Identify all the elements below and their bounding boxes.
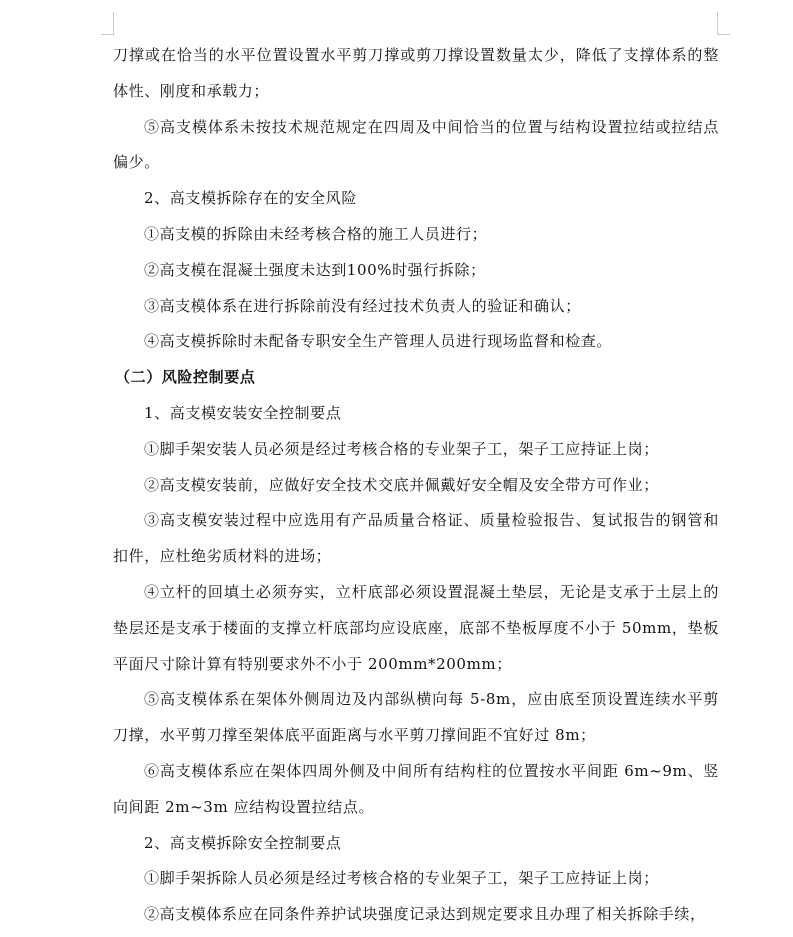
paragraph-installation-control-3: ③高支模安装过程中应选用有产品质量合格证、质量检验报告、复试报告的钢管和扣件，应杜绝劣质材料的进场； [113,511,719,566]
paragraph-dismantling-control-1: ①脚手架拆除人员必须是经过考核合格的专业架子工，架子工应持证上岗； [144,869,659,888]
paragraph-dismantling-control-2: ②高支模体系应在同条件养护试块强度记录达到规定要求且办理了相关拆除手续， [144,905,706,924]
margin-mark-top-right [717,12,730,35]
paragraph-installation-control-2: ②高支模安装前，应做好安全技术交底并佩戴好安全帽及安全带方可作业； [144,475,659,494]
paragraph-dismantling-risk-3: ③高支模体系在进行拆除前没有经过技术负责人的验证和确认； [144,296,581,315]
subheading-installation-control: 1、高支模安装安全控制要点 [144,403,342,422]
subheading-dismantling-control: 2、高支模拆除安全控制要点 [144,833,342,852]
section-heading-risk-control: （二）风险控制要点 [115,368,256,387]
paragraph-installation-control-5: ⑤高支模体系在架体外侧周边及内部纵横向每 5-8m，应由底至顶设置连续水平剪刀撑，水平剪刀撑至架体底平面距离与水平剪刀撑间距不宜好过 8m； [113,690,719,745]
paragraph-risk-item-5: ⑤高支模体系未按技术规范规定在四周及中间恰当的位置与结构设置拉结或拉结点偏少。 [113,117,719,172]
document-body [113,38,719,933]
margin-mark-top-left [101,12,114,35]
paragraph-dismantling-risk-1: ①高支模的拆除由未经考核合格的施工人员进行； [144,224,488,243]
paragraph-installation-control-6: ⑥高支模体系应在架体四周外侧及中间所有结构柱的位置按水平间距 6m~9m、竖向间距 2m~3m 应结构设置拉结点。 [113,761,719,816]
paragraph-installation-control-1: ①脚手架安装人员必须是经过考核合格的专业架子工，架子工应持证上岗； [144,439,659,458]
paragraph-dismantling-risk-2: ②高支模在混凝土强度未达到100%时强行拆除； [144,260,486,279]
paragraph-installation-control-4: ④立杆的回填土必须夯实，立杆底部必须设置混凝土垫层，无论是支承于土层上的垫层还是支承于楼面的支撑立杆底部均应设底座，底部不垫板厚度不小于 50mm，垫板平面尺寸除计算有特别要求外不小于 200mm*200mm； [113,582,719,673]
paragraph-dismantling-risk-4: ④高支模拆除时未配备专职安全生产管理人员进行现场监督和检查。 [144,332,613,351]
paragraph-continuation: 刀撑或在恰当的水平位置设置水平剪刀撑或剪刀撑设置数量太少，降低了支撑体系的整体性、刚度和承载力； [113,46,719,100]
subheading-dismantling-risks: 2、高支模拆除存在的安全风险 [144,189,357,208]
